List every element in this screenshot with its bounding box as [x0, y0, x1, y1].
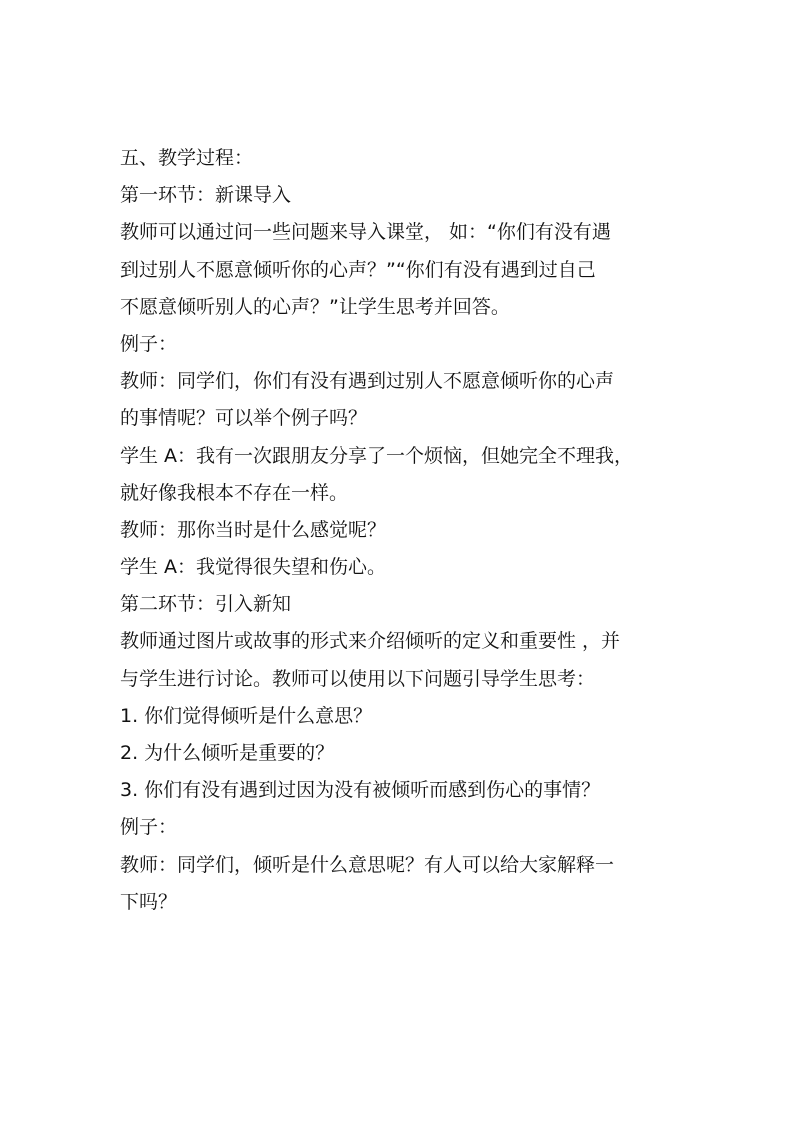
example-label: 例子： — [120, 332, 178, 355]
paragraph-line: 不愿意倾听别人的心声？”让学生思考并回答。 — [120, 295, 510, 318]
dialogue-line: 下吗？ — [120, 890, 178, 913]
document-body — [120, 140, 690, 921]
dialogue-line: 教师：同学们，倾听是什么意思呢？有人可以给大家解释一 — [120, 853, 615, 876]
dialogue-line: 教师：同学们，你们有没有遇到过别人不愿意倾听你的心声 — [120, 370, 615, 393]
dialogue-line: 学生 A：我觉得很失望和伤心。 — [120, 556, 387, 579]
dialogue-line: 学生 A：我有一次跟朋友分享了一个烦恼，但她完全不理我， — [120, 444, 634, 467]
paragraph-line: 到过别人不愿意倾听你的心声？”“你们有没有遇到过自己 — [120, 258, 596, 281]
subsection-heading: 第一环节：新课导入 — [120, 184, 292, 207]
paragraph-line: 与学生进行讨论。教师可以使用以下问题引导学生思考： — [120, 667, 596, 690]
example-label: 例子： — [120, 816, 178, 839]
dialogue-line: 教师：那你当时是什么感觉呢？ — [120, 518, 387, 541]
list-item: 1. 你们觉得倾听是什么意思？ — [120, 704, 373, 727]
list-item: 2. 为什么倾听是重要的？ — [120, 742, 335, 764]
paragraph-line: 教师可以通过问一些问题来导入课堂， 如：“你们有没有遇 — [120, 221, 611, 244]
list-item: 3. 你们有没有遇到过因为没有被倾听而感到伤心的事情？ — [120, 779, 601, 802]
subsection-heading: 第二环节：引入新知 — [120, 593, 292, 616]
section-heading: 五、教学过程： — [120, 147, 254, 169]
dialogue-line: 的事情呢？可以举个例子吗？ — [120, 407, 368, 430]
dialogue-line: 就好像我根本不存在一样。 — [120, 481, 349, 504]
paragraph-line: 教师通过图片或故事的形式来介绍倾听的定义和重要性 ，并 — [120, 630, 621, 653]
